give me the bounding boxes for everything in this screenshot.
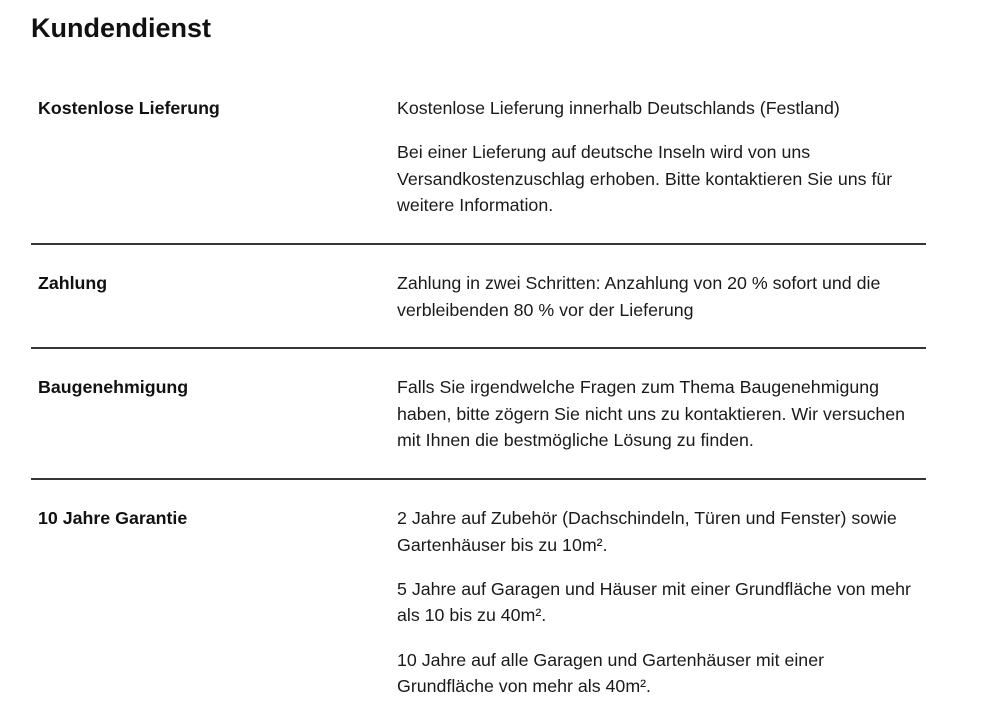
row-label: Baugenehmigung xyxy=(38,377,189,398)
row-description xyxy=(397,505,917,699)
description-paragraph: Kostenlose Lieferung innerhalb Deutschlands (Festland) xyxy=(397,98,840,118)
service-row-warranty xyxy=(31,480,926,717)
service-row-payment xyxy=(31,245,926,347)
description-paragraph: Zahlung in zwei Schritten: Anzahlung von 20 % sofort und die verbleibenden 80 % vor der Lieferung xyxy=(397,273,881,320)
row-label: Kostenlose Lieferung xyxy=(38,98,220,118)
description-paragraph: Falls Sie irgendwelche Fragen zum Thema Baugenehmigung haben, bitte zögern Sie nicht uns zu kontaktieren. Wir versuchen mit Ihnen die bestmögliche Lösung zu finden. xyxy=(397,377,906,451)
service-row-building-permit xyxy=(31,349,926,478)
page-title: Kundendienst xyxy=(31,13,211,43)
row-description xyxy=(397,270,917,323)
row-description xyxy=(397,95,917,219)
description-paragraph: Bei einer Lieferung auf deutsche Inseln wird von uns Versandkostenzuschlag erhoben. Bitte kontaktieren Sie uns für weitere Information. xyxy=(397,142,893,216)
row-description xyxy=(397,374,917,453)
service-row-free-delivery xyxy=(31,70,926,243)
row-label: 10 Jahre Garantie xyxy=(38,508,188,529)
service-table xyxy=(31,70,926,718)
description-paragraph: 10 Jahre auf alle Garagen und Gartenhäuser mit einer Grundfläche von mehr als 40m². xyxy=(397,649,825,697)
description-paragraph: 5 Jahre auf Garagen und Häuser mit einer Grundfläche von mehr als 10 bis zu 40m². xyxy=(397,578,911,626)
row-label: Zahlung xyxy=(38,273,108,294)
description-paragraph: 2 Jahre auf Zubehör (Dachschindeln, Türen und Fenster) sowie Gartenhäuser bis zu 10m². xyxy=(397,508,897,555)
